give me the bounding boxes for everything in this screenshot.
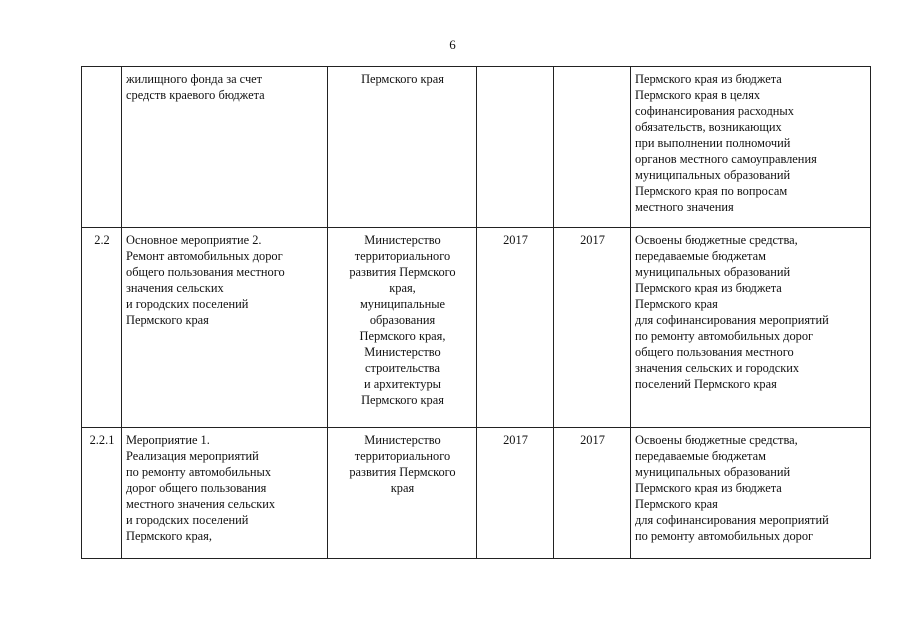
start-year: 2017 [477, 428, 554, 559]
row-number: 2.2 [82, 228, 122, 428]
activity-name: Основное мероприятие 2. Ремонт автомобильных дорог общего пользования местного значения сельских и городских поселений Пермского края [122, 228, 328, 428]
page-number: 6 [449, 37, 456, 52]
expected-result: Пермского края из бюджета Пермского края в целях софинансирования расходных обязательств, возникающих при выполнении полномочий органов местного самоуправления муниципальных образований Пермского края по вопросам местного значения [631, 67, 871, 228]
executor: Министерство территориального развития Пермского края [328, 428, 477, 559]
program-table [81, 66, 871, 559]
activity-name: жилищного фонда за счет средств краевого бюджета [122, 67, 328, 228]
table-row [82, 228, 871, 428]
start-year: 2017 [477, 228, 554, 428]
table-row [82, 428, 871, 559]
row-number [82, 67, 122, 228]
activity-name: Мероприятие 1. Реализация мероприятий по ремонту автомобильных дорог общего пользования местного значения сельских и городских поселений Пермского края, [122, 428, 328, 559]
table-row [82, 67, 871, 228]
end-year: 2017 [554, 428, 631, 559]
end-year [554, 67, 631, 228]
start-year [477, 67, 554, 228]
executor: Пермского края [328, 67, 477, 228]
end-year: 2017 [554, 228, 631, 428]
expected-result: Освоены бюджетные средства, передаваемые бюджетам муниципальных образований Пермского края из бюджета Пермского края для софинансирования мероприятий по ремонту автомобильных дорог [631, 428, 871, 559]
executor: Министерство территориального развития Пермского края, муниципальные образования Пермского края, Министерство строительства и архитектуры Пермского края [328, 228, 477, 428]
row-number: 2.2.1 [82, 428, 122, 559]
expected-result: Освоены бюджетные средства, передаваемые бюджетам муниципальных образований Пермского края из бюджета Пермского края для софинансирования мероприятий по ремонту автомобильных дорог общего пользования местного значения сельских и городских поселений Пермского края [631, 228, 871, 428]
